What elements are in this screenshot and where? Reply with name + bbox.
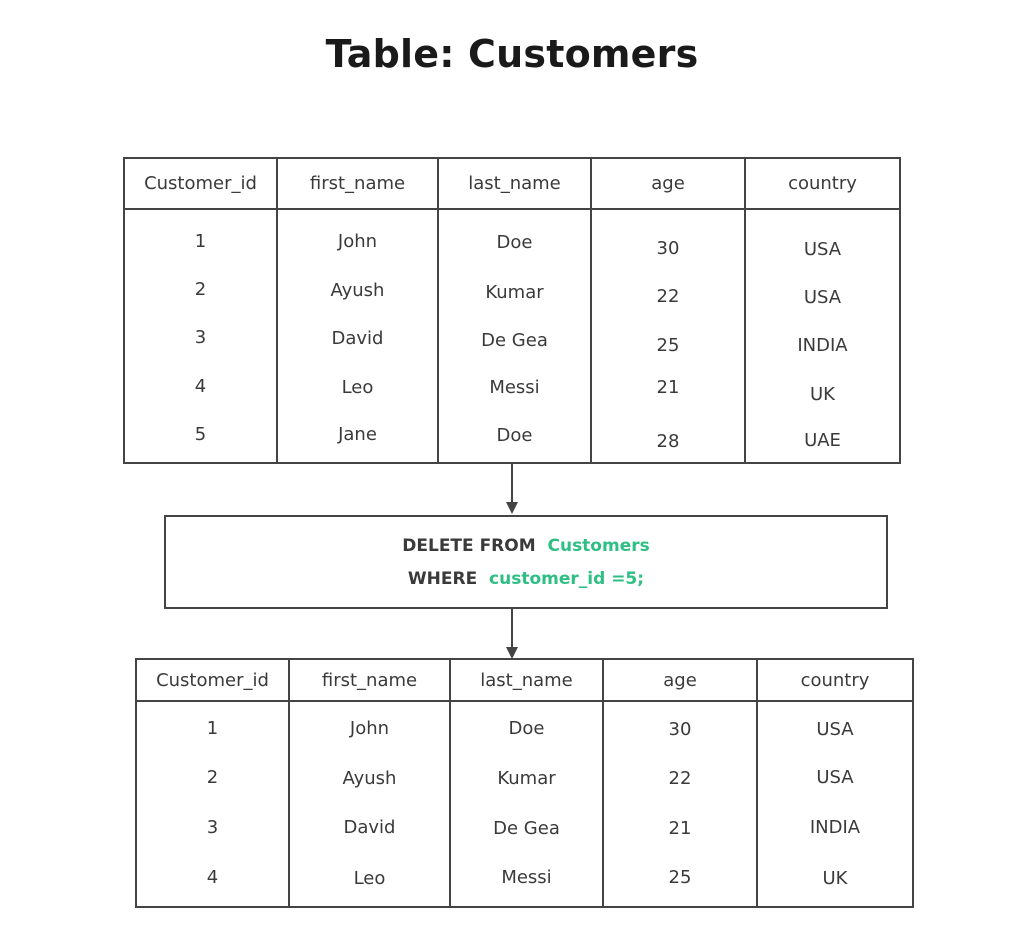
table-cell: 28 xyxy=(656,431,680,452)
query-line-2 xyxy=(166,569,886,589)
table-cell: Messi xyxy=(489,377,540,398)
column-first-name xyxy=(288,660,449,906)
table-cell: 1 xyxy=(194,231,207,252)
table-cell: UK xyxy=(822,868,848,889)
down-arrow-icon xyxy=(502,463,522,515)
table-cell: 22 xyxy=(668,768,692,789)
table-cell: Leo xyxy=(341,377,374,398)
table-cell: John xyxy=(349,718,390,739)
customers-table-after xyxy=(135,658,914,908)
column-header: age xyxy=(604,660,756,702)
sql-table-name: Customers xyxy=(547,536,650,556)
table-cell: 21 xyxy=(668,818,692,839)
column-header: country xyxy=(758,660,912,702)
table-cell: Doe xyxy=(508,718,545,739)
sql-condition: customer_id =5; xyxy=(489,569,645,589)
table-cell: 22 xyxy=(656,286,680,307)
table-cell: De Gea xyxy=(493,818,560,839)
table-cell: 3 xyxy=(206,817,219,838)
table-cell: 1 xyxy=(206,718,219,739)
table-cell: 30 xyxy=(668,719,692,740)
table-cell: Leo xyxy=(353,868,386,889)
table-cell: INDIA xyxy=(797,335,848,356)
table-cell: 25 xyxy=(656,335,680,356)
column-header: Customer_id xyxy=(137,660,288,702)
customers-table-before xyxy=(123,157,901,464)
column-customer-id xyxy=(125,159,276,462)
page-title: Table: Customers xyxy=(325,32,699,76)
table-cell: 21 xyxy=(656,377,680,398)
column-header: first_name xyxy=(290,660,449,702)
table-cell: Doe xyxy=(496,232,533,253)
column-last-name xyxy=(437,159,590,462)
column-country xyxy=(756,660,912,906)
table-cell: 5 xyxy=(194,424,207,445)
column-header: first_name xyxy=(278,159,437,210)
column-first-name xyxy=(276,159,437,462)
table-cell: 25 xyxy=(668,867,692,888)
table-cell: Ayush xyxy=(342,768,397,789)
column-header: last_name xyxy=(439,159,590,210)
column-header: age xyxy=(592,159,744,210)
table-cell: David xyxy=(331,328,384,349)
table-cell: Kumar xyxy=(485,282,544,303)
table-cell: 3 xyxy=(194,327,207,348)
table-cell: David xyxy=(343,817,396,838)
table-cell: Kumar xyxy=(497,768,556,789)
down-arrow-icon xyxy=(502,608,522,660)
table-cell: Doe xyxy=(496,425,533,446)
column-age xyxy=(602,660,756,906)
column-header: last_name xyxy=(451,660,602,702)
table-cell: USA xyxy=(803,287,842,308)
table-cell: Jane xyxy=(338,424,377,445)
table-cell: John xyxy=(337,231,378,252)
sql-keyword: WHERE xyxy=(407,569,478,589)
column-country xyxy=(744,159,899,462)
table-cell: USA xyxy=(816,767,854,788)
table-cell: USA xyxy=(816,719,854,740)
table-cell: Messi xyxy=(501,867,552,888)
table-cell: UAE xyxy=(804,430,841,451)
column-header: Customer_id xyxy=(125,159,276,210)
column-customer-id xyxy=(137,660,288,906)
table-cell: De Gea xyxy=(481,330,548,351)
table-cell: INDIA xyxy=(809,817,861,838)
table-cell: 2 xyxy=(206,767,219,788)
table-cell: 30 xyxy=(656,238,680,259)
column-header: country xyxy=(746,159,899,210)
column-last-name xyxy=(449,660,602,906)
sql-query-box xyxy=(164,515,888,609)
table-cell: 2 xyxy=(194,279,207,300)
table-cell: USA xyxy=(803,239,842,260)
table-cell: Ayush xyxy=(330,280,385,301)
sql-keyword: DELETE FROM xyxy=(402,536,536,556)
table-cell: 4 xyxy=(206,867,219,888)
column-age xyxy=(590,159,744,462)
table-cell: 4 xyxy=(194,376,207,397)
query-line-1 xyxy=(166,536,886,556)
table-cell: UK xyxy=(810,384,835,405)
